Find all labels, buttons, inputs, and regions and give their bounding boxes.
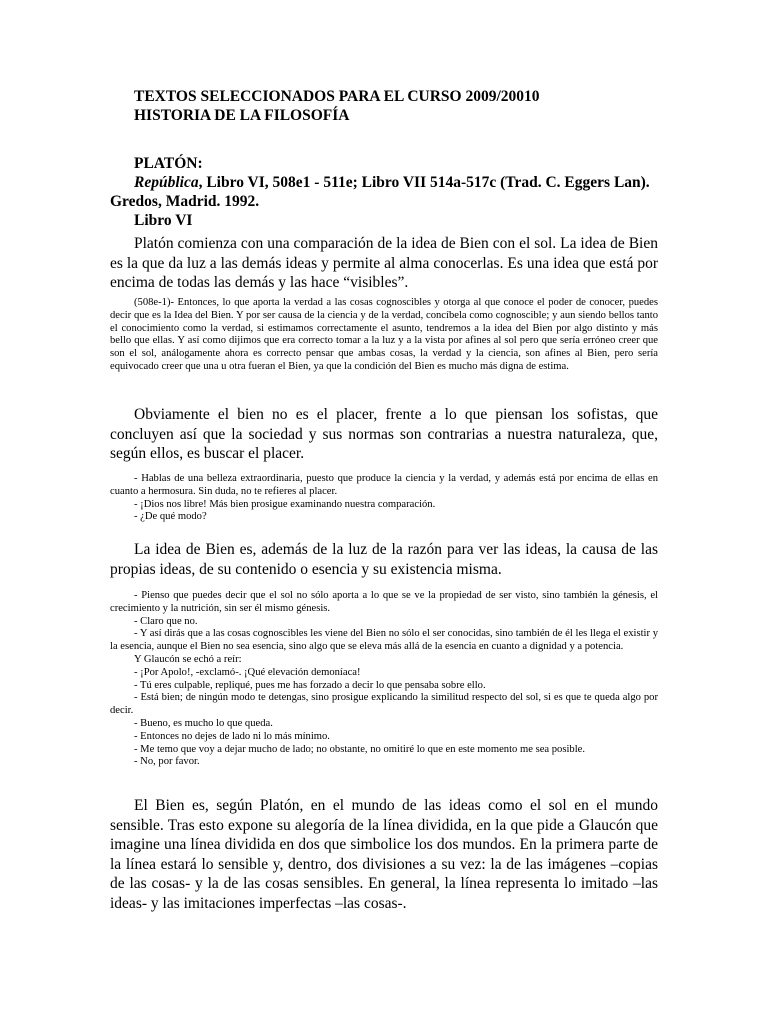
dialogue-line: - Y así dirás que a las cosas cognoscibles les viene del Bien no sólo el ser conocidas, sino también de él les llega el existir y la esencia, aunque el Bien no sea esencia, sino algo que se eleva más allá de la esencia en cuanto a dignidad y a potencia.: [110, 628, 658, 653]
dialogue-line: - Hablas de una belleza extraordinaria, puesto que produce la ciencia y la verdad, y además está por encima de ellas en cuanto a hermosura. Sin duda, no te refieres al placer.: [110, 473, 658, 497]
publisher: Gredos, Madrid. 1992.: [110, 193, 260, 210]
dialogue-line: - ¡Por Apolo!, -exclamó-. ¡Qué elevación demoníaca!: [134, 666, 361, 678]
work-citation: [110, 154, 658, 230]
dialogue-line: - Me temo que voy a dejar mucho de lado; no obstante, no omitiré lo que en este momento me sea posible.: [134, 743, 585, 755]
dialogue-line: - ¡Dios nos libre! Más bien prosigue examinando nuestra comparación.: [134, 498, 436, 510]
work-ref-text: , Libro VI, 508e1 - 511e; Libro VII 514a-517c (Trad. C. Eggers Lan).: [198, 174, 650, 191]
quote-508e: (508e-1)- Entonces, lo que aporta la verdad a las cosas cognoscibles y otorga al que conoce el poder de conocer, puedes decir que es la Idea del Bien. Y por ser causa de la ciencia y de la verdad, concíbela como cognoscible; y aun siendo bellos tanto el conocimiento como la verdad, si estimamos correctamente el asunto, tendremos a la idea del Bien por algo distinto y más bello que ellas. Y así como dijimos que era correcto tomar a la luz y a la vista por afines al sol pero que sería erróneo creer que son el sol, análogamente ahora es correcto pensar que ambas cosas, la verdad y la ciencia, son afines al Bien, pero sería equivocado creer que una u otra fueran el Bien, ya que la condición del Bien es mucho más digna de estima.: [110, 297, 658, 372]
work-reference: [110, 173, 658, 192]
dialogue-line: - Tú eres culpable, repliqué, pues me has forzado a decir lo que pensaba sobre ello.: [134, 679, 486, 691]
book-label: Libro VI: [134, 212, 193, 229]
quote-block-2: [110, 473, 658, 524]
dialogue-line: - Entonces no dejes de lado ni lo más mínimo.: [134, 730, 330, 742]
paragraph-2-block: [110, 405, 658, 464]
subject-title: HISTORIA DE LA FILOSOFÍA: [134, 107, 350, 124]
work-title: República: [134, 174, 199, 191]
intro-paragraph: [110, 234, 658, 293]
paragraph-3-block: [110, 540, 658, 579]
dialogue-line: - Está bien; de ningún modo te detengas, sino prosigue explicando la similitud respecto del sol, si es que te queda algo por decir.: [110, 692, 658, 717]
quote-block-3: [110, 590, 658, 769]
paragraph-1: Platón comienza con una comparación de la idea de Bien con el sol. La idea de Bien es la que da luz a las demás ideas y permite al alma conocerlas. Es una idea que está por encima de todas las demás y las hace “visibles”.: [110, 235, 658, 291]
dialogue-line: - Claro que no.: [134, 615, 198, 627]
paragraph-3: La idea de Bien es, además de la luz de la razón para ver las ideas, la causa de las propias ideas, de su contenido o esencia y su existencia misma.: [110, 541, 658, 578]
dialogue-line: - ¿De qué modo?: [134, 511, 207, 523]
dialogue-line: - No, por favor.: [134, 756, 200, 768]
paragraph-2: Obviamente el bien no es el placer, frente a lo que piensan los sofistas, que concluyen así que la sociedad y sus normas son contrarias a nuestra naturaleza, que, según ellos, es buscar el placer.: [110, 406, 658, 462]
author-name: PLATÓN:: [134, 155, 203, 172]
dialogue-line: Y Glaucón se echó a reír:: [134, 653, 242, 665]
dialogue-line: - Pienso que puedes decir que el sol no sólo aporta a lo que se ve la propiedad de ser visto, sino también la génesis, el crecimiento y la nutrición, sin ser él mismo génesis.: [110, 590, 658, 614]
dialogue-line: - Bueno, es mucho lo que queda.: [134, 717, 273, 729]
course-header: [110, 87, 658, 125]
quote-block-1: [110, 297, 658, 374]
paragraph-4: El Bien es, según Platón, en el mundo de las ideas como el sol en el mundo sensible. Tras esto expone su alegoría de la línea dividida, en la que pide a Glaucón que imagine una línea dividida en dos que simbolice los dos mundos. En la primera parte de la línea estará lo sensible y, dentro, dos divisiones a su vez: la de las imágenes –copias de las cosas- y la de las cosas sensibles. En general, la línea representa lo imitado –las ideas- y las imitaciones imperfectas –las cosas-.: [110, 797, 658, 912]
paragraph-4-block: [110, 796, 658, 913]
course-title: TEXTOS SELECCIONADOS PARA EL CURSO 2009/20010: [134, 88, 540, 105]
